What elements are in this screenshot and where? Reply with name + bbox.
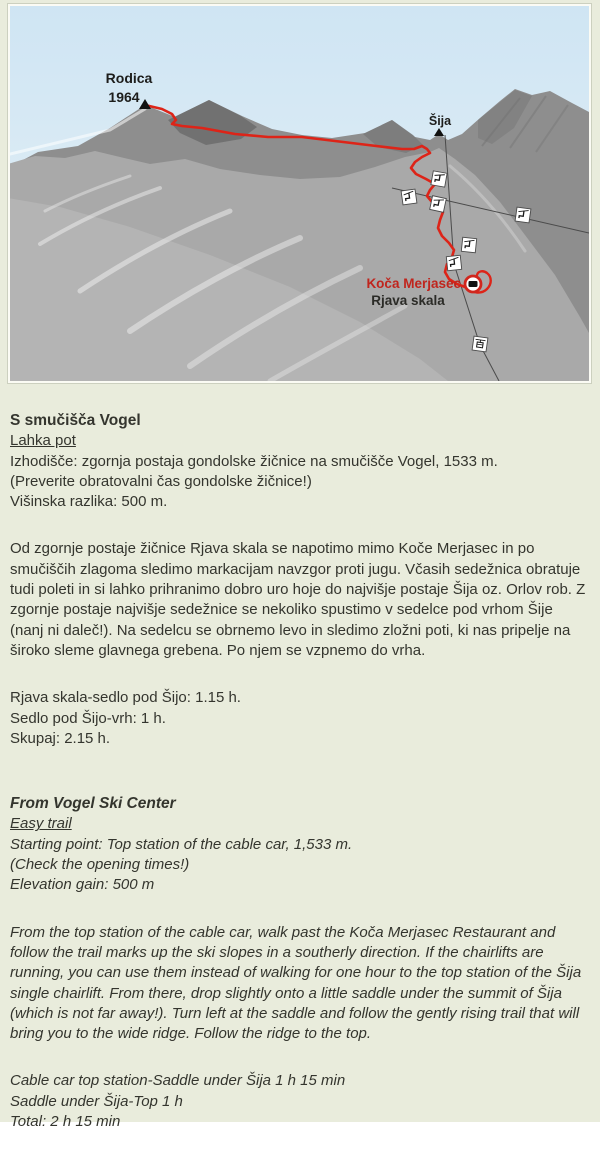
chairlift-icon [401, 189, 417, 205]
chairlift-icon [515, 207, 531, 223]
si-difficulty: Lahka pot [10, 432, 76, 450]
en-start-line: Starting point: Top station of the cable car, 1,533 m. [10, 835, 353, 853]
en-time-line: Saddle under Šija-Top 1 h [10, 1092, 183, 1110]
si-title: S smučišča Vogel [10, 412, 141, 429]
si-description: Od zgornje postaje žičnice Rjava skala se napotimo mimo Koče Merjasec in po smučiščih zlagoma sledimo markacijam navzgor proti jugu. Včasih sedežnica obratuje tudi poleti in si lahko prihranimo dobro uro hoje do najvišje postaje Šija oz. Orlov rob. Z zgornje postaje najvišje sedežnice se nekoliko spustimo v sedelce pod vrhom Šije (nanj ni daleč!). Na sedelcu se obrnemo levo in sledimo zložni poti, ki nas pripelje na široko sleme glavnega grebena. Po njem se vzpnemo do vrha. [10, 540, 586, 659]
section-english [10, 794, 588, 1132]
en-description: From the top station of the cable car, walk past the Koča Merjasec Restaurant and follow the trail marks up the ski slopes in a southerly direction. If the chairlifts are running, you can use them instead of walking for one hour to the top station of the Šija single chairlift. From there, drop slightly onto a little saddle under the summit of Šija (which is not far away!). Turn left at the saddle and follow the gently rising trail that will bring you to the wide ridge. Follow the ridge to the top. [10, 923, 582, 1043]
spacer [10, 661, 588, 688]
si-time-line: Skupaj: 2.15 h. [10, 729, 111, 747]
station-label: Rjava skala [371, 293, 445, 308]
hut-marker-icon [465, 276, 481, 292]
spacer [10, 896, 588, 923]
si-start-line: Izhodišče: zgornja postaja gondolske žičnice na smučišče Vogel, 1533 m. [10, 452, 498, 470]
chairlift-icon [446, 255, 461, 270]
chairlift-icon [431, 171, 447, 187]
chairlift-icon [461, 237, 476, 252]
route-description-text [10, 411, 588, 1132]
en-title: From Vogel Ski Center [10, 795, 176, 813]
en-time-line: Cable car top station-Saddle under Šija 1 h 15 min [10, 1072, 346, 1090]
si-elevation-line: Višinska razlika: 500 m. [10, 493, 168, 511]
en-note-line: (Check the opening times!) [10, 856, 190, 874]
gondola-icon [472, 336, 488, 352]
en-difficulty: Easy trail [10, 815, 72, 833]
spacer [10, 1044, 588, 1071]
si-time-line: Sedlo pod Šijo-vrh: 1 h. [10, 709, 166, 727]
spacer [10, 512, 588, 539]
si-time-line: Rjava skala-sedlo pod Šijo: 1.15 h. [10, 689, 241, 707]
section-slovenian [10, 411, 588, 749]
en-elevation-line: Elevation gain: 500 m [10, 876, 155, 894]
peak-label-rodica: Rodica [105, 70, 153, 86]
si-note-line: (Preverite obratovalni čas gondolske žičnice!) [10, 472, 312, 490]
panorama-image [10, 6, 589, 381]
peak-elevation-rodica: 1964 [108, 89, 140, 105]
en-time-line: Total: 2 h 15 min [10, 1113, 121, 1131]
panorama-frame [8, 4, 591, 383]
chairlift-icon [430, 196, 447, 213]
peak-label-sija: Šija [428, 114, 452, 128]
hut-label: Koča Merjasec [366, 276, 461, 291]
spacer [10, 749, 588, 794]
